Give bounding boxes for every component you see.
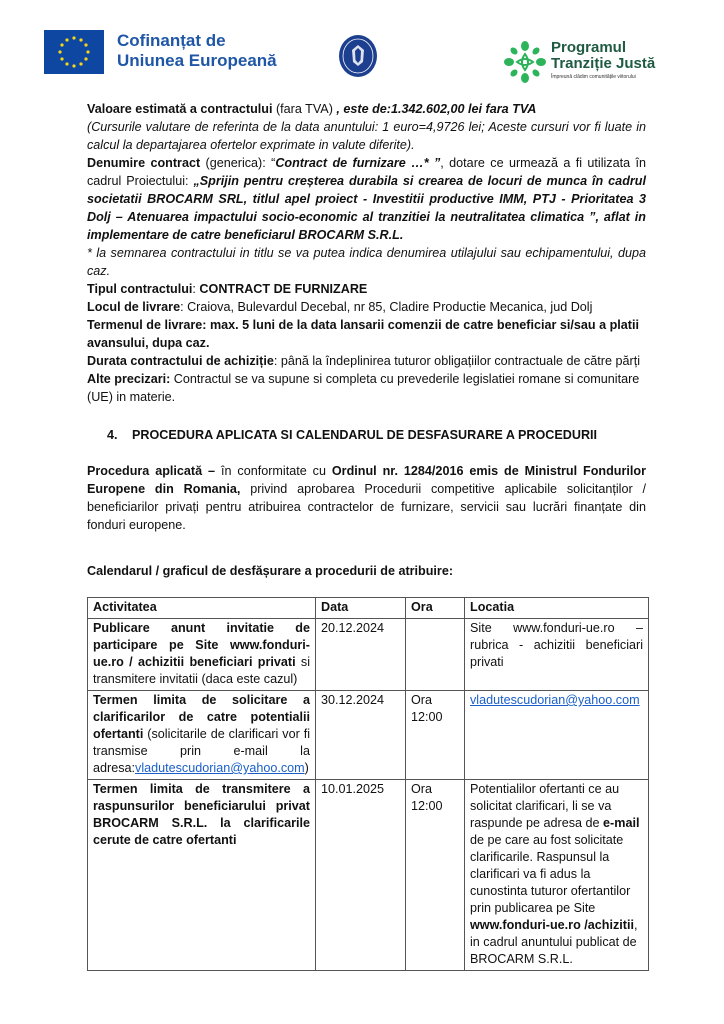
- locatia-bold: e-mail: [603, 816, 640, 830]
- denumire-rest: , dotare ce urmează a fi utilizata în cadrul Proiectului:: [87, 156, 646, 188]
- valoare-label: Valoare estimată a contractului: [87, 102, 273, 116]
- tip-label: Tipul contractului: [87, 282, 193, 296]
- procedura-rest: privind aprobarea Procedurii competitive aplicabile solicitanților / beneficiarilor privați pentru atribuirea contractelor de furnizare, servicii sau lucrări finanțate din fonduri europene.: [87, 482, 646, 532]
- tip-paragraph: Tipul contractului: CONTRACT DE FURNIZARE: [87, 282, 368, 296]
- valoare-value: , este de:1.342.602,00 lei fara TVA: [336, 102, 537, 116]
- header-locatia: Locatia: [465, 598, 649, 619]
- alte-label: Alte precizari:: [87, 372, 171, 386]
- cell-data: 20.12.2024: [316, 619, 406, 691]
- activitate-bold: Publicare anunt invitatie de participare pe Site www.fonduri-ue.ro / achizitii beneficiari privati: [93, 621, 310, 669]
- activitate-rest: (solicitarile de clarificari vor fi transmise prin e-mail la adresa:: [93, 727, 310, 775]
- cell-locatia: [465, 691, 649, 780]
- cell-ora: [406, 619, 465, 691]
- cell-locatia: [465, 780, 649, 971]
- denumire-value: Contract de furnizare …* ”: [275, 156, 441, 170]
- calendar-title: Calendarul / graficul de desfășurare a procedurii de atribuire:: [87, 564, 454, 578]
- calendar-table: [87, 597, 649, 971]
- termen-livrare: Termenul de livrare: max. 5 luni de la data lansarii comenzii de catre beneficiar si/sau a platii avansului, dupa caz.: [87, 318, 640, 350]
- header-data: Data: [316, 598, 406, 619]
- cursuri-note: (Cursurile valutare de referinta de la data anuntului: 1 euro=4,9726 lei; Aceste cursuri vor fi luate in calcul la departajarea ofertelor exprimate in valute diferite).: [87, 120, 646, 152]
- cell-locatia: Site www.fonduri-ue.ro – rubrica - achizitii beneficiari privati: [465, 619, 649, 691]
- eu-text-line1: Cofinanțat de: [117, 31, 226, 50]
- section-heading: [87, 426, 646, 444]
- section-number: 4.: [107, 428, 118, 442]
- proiect-title: „Sprijin pentru creșterea durabila si crearea de locuri de munca în cadrul societatii BROCARM SRL, titlul apel proiect - Investitii productive IMM, PTJ - Prioritatea 3 Dolj – Atenuarea impactului socio-economic al tranzitiei la neutralitatea climatica ”, aflat in implementare de catre beneficiarul BROCARM S.R.L.: [87, 174, 646, 242]
- page-header: [0, 0, 724, 90]
- locatia-text: de pe care au fost solicitate clarificarile. Raspunsul la clarificari va fi adus la cunostinta tuturor ofertantilor prin publicarea pe Site: [470, 833, 631, 915]
- denumire-paragraph: [87, 154, 646, 244]
- email-link[interactable]: vladutescudorian@yahoo.com: [135, 761, 305, 775]
- cell-data: 10.01.2025: [316, 780, 406, 971]
- table-header-row: [88, 598, 649, 619]
- table-row: [88, 619, 649, 691]
- cell-activitate: [88, 780, 316, 971]
- alte-value: Contractul se va supune si completa cu prevederile legislatiei romane si comunitare (UE) in materie.: [87, 372, 640, 404]
- ptj-line1: Programul: [551, 39, 627, 56]
- procedura-ordin: Ordinul nr. 1284/2016 emis de Ministrul Fondurilor Europene din Romania,: [87, 464, 646, 496]
- procedura-paragraph: [87, 462, 646, 534]
- footnote: * la semnarea contractului in titlu se va putea indica denumirea utilajului sau echipamentului, dupa caz.: [87, 246, 646, 278]
- valoare-paragraph: [87, 100, 646, 118]
- activitate-rest: si transmitere invitatii (daca este cazul): [93, 655, 310, 686]
- cell-activitate: [88, 691, 316, 780]
- activitate-bold: Termen limita de solicitare a clarificarilor de catre potentialii ofertanti: [93, 693, 310, 741]
- loc-paragraph: [87, 298, 646, 316]
- ptj-tagline: Împreună clădim comunitățile viitorului: [551, 74, 636, 80]
- ptj-flower-icon: [503, 40, 547, 84]
- procedura-label: Procedura aplicată –: [87, 464, 216, 478]
- loc-value: : Craiova, Bulevardul Decebal, nr 85, Cladire Productie Mecanica, jud Dolj: [180, 300, 593, 314]
- durata-label: Durata contractului de achiziție: [87, 354, 274, 368]
- document-body: [87, 100, 646, 971]
- tip-value: CONTRACT DE FURNIZARE: [199, 282, 368, 296]
- header-activitatea: Activitatea: [88, 598, 316, 619]
- loc-label: Locul de livrare: [87, 300, 181, 314]
- cell-data: 30.12.2024: [316, 691, 406, 780]
- table-row: [88, 780, 649, 971]
- ptj-logo-text: [551, 40, 655, 81]
- section-title: PROCEDURA APLICATA SI CALENDARUL DE DESFASURARE A PROCEDURII: [132, 428, 598, 442]
- table-row: [88, 691, 649, 780]
- activitate-bold: Termen limita de transmitere a raspunsurilor beneficiarului privat BROCARM S.R.L. la clarificarile cerute de catre ofertanti: [93, 782, 310, 847]
- eu-flag-icon: [44, 30, 104, 74]
- locatia-text: Potentialilor ofertanti ce au solicitat clarificari, li se va raspunde pe adresa de: [470, 782, 620, 830]
- romanian-government-seal-icon: [338, 34, 378, 78]
- denumire-mid: (generica): “: [200, 156, 276, 170]
- eu-cofinancing-label: [117, 31, 277, 71]
- locatia-text: , in cadrul anuntului publicat de BROCARM S.R.L.: [470, 918, 638, 966]
- ptj-line2: Tranziție Justă: [551, 55, 656, 72]
- header-ora: Ora: [406, 598, 465, 619]
- email-link[interactable]: vladutescudorian@yahoo.com: [470, 693, 640, 707]
- eu-text-line2: Uniunea Europeană: [117, 51, 277, 70]
- locatia-bold: www.fonduri-ue.ro /achizitii: [470, 918, 634, 932]
- durata-paragraph: [87, 352, 646, 370]
- alte-paragraph: [87, 370, 646, 406]
- procedura-mid: în conformitate cu: [215, 464, 332, 478]
- durata-value: : până la îndeplinirea tuturor obligațiilor contractuale de către părți: [273, 354, 640, 368]
- valoare-mid: (fara TVA): [272, 102, 337, 116]
- cell-ora: Ora 12:00: [406, 780, 465, 971]
- denumire-label: Denumire contract: [87, 156, 201, 170]
- cell-ora: Ora 12:00: [406, 691, 465, 780]
- cell-activitate: [88, 619, 316, 691]
- activitate-close: ): [304, 761, 309, 775]
